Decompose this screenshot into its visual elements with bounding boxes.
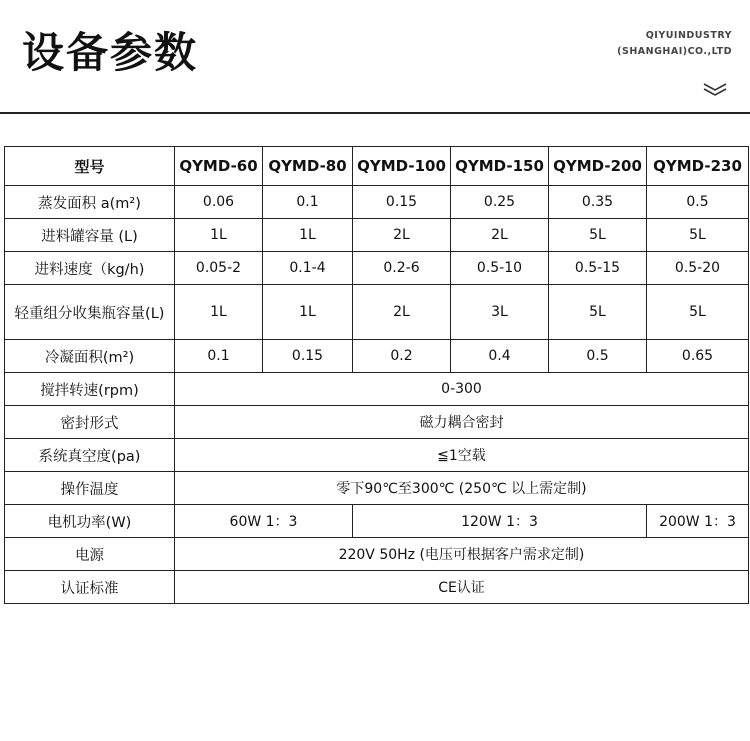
table-cell: 0.1-4	[263, 252, 353, 285]
table-cell: 0.15	[263, 340, 353, 373]
table-cell: 220V 50Hz (电压可根据客户需求定制)	[175, 538, 749, 571]
table-row	[5, 472, 749, 505]
table-row	[5, 285, 749, 340]
page-title: 设备参数	[22, 28, 199, 77]
table-row	[5, 406, 749, 439]
table-row	[5, 252, 749, 285]
table-row	[5, 571, 749, 604]
table-cell: ≦1空载	[175, 439, 749, 472]
page-header	[0, 0, 750, 114]
table-row	[5, 340, 749, 373]
row-label: 电源	[5, 538, 175, 571]
company-name-line2: (SHANGHAI)CO.,LTD	[617, 46, 732, 57]
table-cell: 0.2	[353, 340, 451, 373]
table-cell: 零下90℃至300℃ (250℃ 以上需定制)	[175, 472, 749, 505]
row-label: 搅拌转速(rpm)	[5, 373, 175, 406]
row-label: 电机功率(W)	[5, 505, 175, 538]
row-label: 操作温度	[5, 472, 175, 505]
table-cell: 0-300	[175, 373, 749, 406]
row-label: 认证标准	[5, 571, 175, 604]
spec-table	[4, 146, 749, 604]
table-cell: 1L	[175, 219, 263, 252]
table-row	[5, 373, 749, 406]
table-row	[5, 538, 749, 571]
table-cell: 0.5-15	[549, 252, 647, 285]
table-cell: 1L	[263, 219, 353, 252]
table-cell: 2L	[353, 219, 451, 252]
table-cell: 200W 1：3	[647, 505, 749, 538]
table-header-row	[5, 147, 749, 186]
table-cell: 2L	[451, 219, 549, 252]
model-column-header: QYMD-100	[353, 147, 451, 186]
table-cell: 0.5	[549, 340, 647, 373]
table-cell: 0.65	[647, 340, 749, 373]
table-row	[5, 505, 749, 538]
row-label: 系统真空度(pa)	[5, 439, 175, 472]
table-cell: 0.06	[175, 186, 263, 219]
table-cell: 60W 1：3	[175, 505, 353, 538]
model-column-header: QYMD-200	[549, 147, 647, 186]
model-column-header: QYMD-230	[647, 147, 749, 186]
table-cell: 0.15	[353, 186, 451, 219]
model-column-header: QYMD-150	[451, 147, 549, 186]
header-divider	[0, 112, 750, 114]
table-cell: 0.5-10	[451, 252, 549, 285]
table-cell: CE认证	[175, 571, 749, 604]
table-cell: 0.5-20	[647, 252, 749, 285]
table-row	[5, 186, 749, 219]
table-cell: 0.1	[175, 340, 263, 373]
model-column-header: QYMD-80	[263, 147, 353, 186]
table-cell: 5L	[549, 285, 647, 340]
company-name-line1: QIYUINDUSTRY	[645, 30, 732, 41]
row-label: 冷凝面积(m²)	[5, 340, 175, 373]
table-cell: 0.2-6	[353, 252, 451, 285]
row-label: 蒸发面积 a(m²)	[5, 186, 175, 219]
table-cell: 5L	[647, 285, 749, 340]
table-row	[5, 219, 749, 252]
table-cell: 5L	[647, 219, 749, 252]
row-label: 密封形式	[5, 406, 175, 439]
table-cell: 2L	[353, 285, 451, 340]
table-cell: 5L	[549, 219, 647, 252]
company-name	[617, 28, 732, 60]
table-cell: 1L	[263, 285, 353, 340]
table-cell: 磁力耦合密封	[175, 406, 749, 439]
row-label: 进料速度（kg/h)	[5, 252, 175, 285]
table-cell: 1L	[175, 285, 263, 340]
row-label: 轻重组分收集瓶容量(L)	[5, 285, 175, 340]
double-chevron-down-icon	[703, 83, 727, 97]
table-cell: 3L	[451, 285, 549, 340]
table-cell: 0.35	[549, 186, 647, 219]
table-row	[5, 439, 749, 472]
table-cell: 0.5	[647, 186, 749, 219]
table-cell: 0.4	[451, 340, 549, 373]
row-label: 进料罐容量 (L)	[5, 219, 175, 252]
model-header-label: 型号	[5, 147, 175, 186]
table-cell: 120W 1：3	[353, 505, 647, 538]
table-cell: 0.1	[263, 186, 353, 219]
table-cell: 0.05-2	[175, 252, 263, 285]
table-cell: 0.25	[451, 186, 549, 219]
model-column-header: QYMD-60	[175, 147, 263, 186]
